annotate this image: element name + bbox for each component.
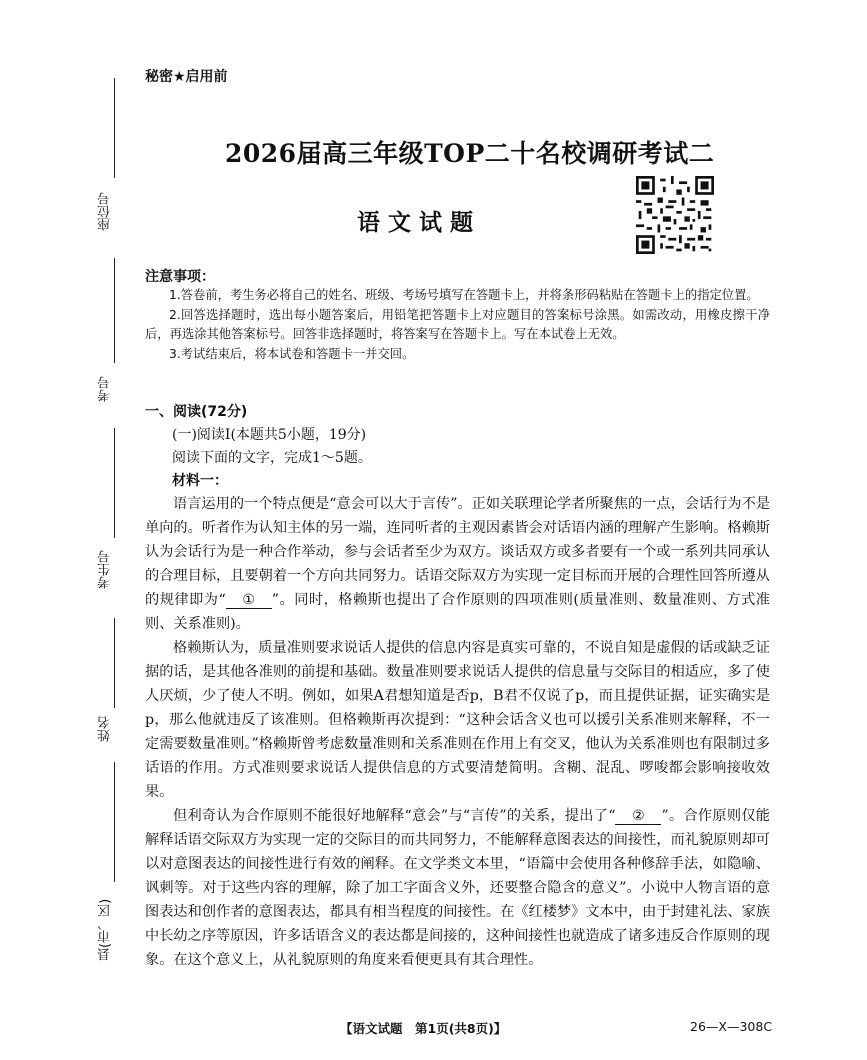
- passage-text: ”。同时，格赖斯也提出了合作原则的四项准则(质量准则、数量准则、方式准则、关系准则)。: [145, 592, 770, 632]
- binding-line: [114, 762, 115, 882]
- confidential-label: 秘密★启用前: [145, 69, 228, 85]
- passage-text: ”。合作原则仅能解释话语交际双方为实现一定的交际目的而共同努力，不能解释意图表达的间接性，而礼貌原则却可以对意图表达的间接性进行有效的阐释。在文学类文本里，“语篇中会使用各种修辞手法，如隐喻、讽刺等。对于这些内容的理解，除了加工字面含义外，还要整合隐含的意义”。小说中人物言语的意图表达和创作者的意图表达，都具有相当程度的间接性。在《红楼梦》文本中，由于封建礼法、家族中长幼之序等原因，许多话语含义的表达都是间接的，这种间接性也就造成了诸多违反合作原则的现象。在这个意义上，从礼貌原则的角度来看便更具有其合理性。: [145, 808, 770, 968]
- reading-instruction: 阅读下面的文字，完成1～5题。: [172, 450, 372, 466]
- binding-line: [114, 618, 115, 708]
- reading-passage: [145, 492, 770, 972]
- reading-subheading: (一)阅读Ⅰ(本题共5小题，19分): [172, 427, 367, 443]
- passage-text: 但利奇认为合作原则不能很好地解释“意会”与“言传”的关系，提出了“: [173, 808, 616, 824]
- name-label: 姓名: [98, 716, 113, 742]
- binding-line: [114, 78, 115, 178]
- fill-blank-1: ①: [226, 592, 272, 609]
- passage-text: 语言运用的一个特点便是“意会可以大于言传”。正如关联理论学者所聚焦的一点，会话行为不是单向的。听者作为认知主体的另一端，连同听者的主观因素皆会对话语内涵的理解产生影响。格赖斯认为会话行为是一种合作举动，参与会话者至少为双方。谈话双方或多者要有一个或一系列共同承认的合理目标，且要朝着一个方向共同努力。话语交际双方为实现一定目标而开展的合理性回答所遵从的规律即为“: [145, 496, 770, 608]
- binding-line: [114, 428, 115, 538]
- notice-heading: 注意事项：: [145, 269, 215, 285]
- subject-title: 语文试题: [357, 209, 481, 236]
- exam-title: 2026届高三年级TOP二十名校调研考试二: [225, 139, 715, 168]
- passage-paragraph: [145, 492, 770, 636]
- binding-line: [114, 258, 115, 363]
- notice-item: 3.考试结束后，将本试卷和答题卡一并交回。: [169, 346, 415, 361]
- section-heading: 一、阅读(72分): [145, 404, 248, 420]
- notice-item: 2.回答选择题时，选出每小题答案后，用铅笔把答题卡上对应题目的答案标号涂黑。如需改动，用橡皮擦干净后，再选涂其他答案标号。回答非选择题时，将答案写在答题卡上。写在本试卷上无效。: [145, 307, 770, 341]
- county-label: 县(市、区): [98, 898, 113, 962]
- material-label: 材料一：: [172, 473, 228, 489]
- seat-number-label: 座位号: [98, 192, 113, 232]
- exam-number-label: 考号: [98, 376, 113, 402]
- notice-item: 1.答卷前，考生务必将自己的姓名、班级、考场号填写在答题卡上，并将条形码粘贴在答题卡上的指定位置。: [169, 288, 759, 302]
- paper-code: 26—X—308C: [690, 1019, 773, 1034]
- qr-code-icon: [636, 176, 714, 254]
- passage-paragraph: 格赖斯认为，质量准则要求说话人提供的信息内容是真实可靠的，不说自知是虚假的话或缺乏证据的话，是其他各准则的前提和基础。数量准则要求说话人提供的信息量与交际目的相适应，多了使人厌烦，少了使人不明。例如，如果A君想知道是否p，B君不仅说了p，而且提供证据，证实确实是p，那么他就违反了该准则。但格赖斯再次提到：“这种会话含义也可以援引关系准则来解释，不一定需要数量准则。”格赖斯曾考虑数量准则和关系准则在作用上有交叉，他认为关系准则也有限制过多话语的作用。方式准则要求说话人提供信息的方式要清楚简明。含糊、混乱、啰唆都会影响接收效果。: [145, 640, 770, 800]
- candidate-number-label: 考生号: [98, 550, 113, 590]
- fill-blank-2: ②: [615, 808, 661, 825]
- passage-paragraph: [145, 804, 770, 972]
- notice-list: [145, 286, 770, 364]
- page-info: 【语文试题 第1页(共8页)】: [340, 1021, 507, 1036]
